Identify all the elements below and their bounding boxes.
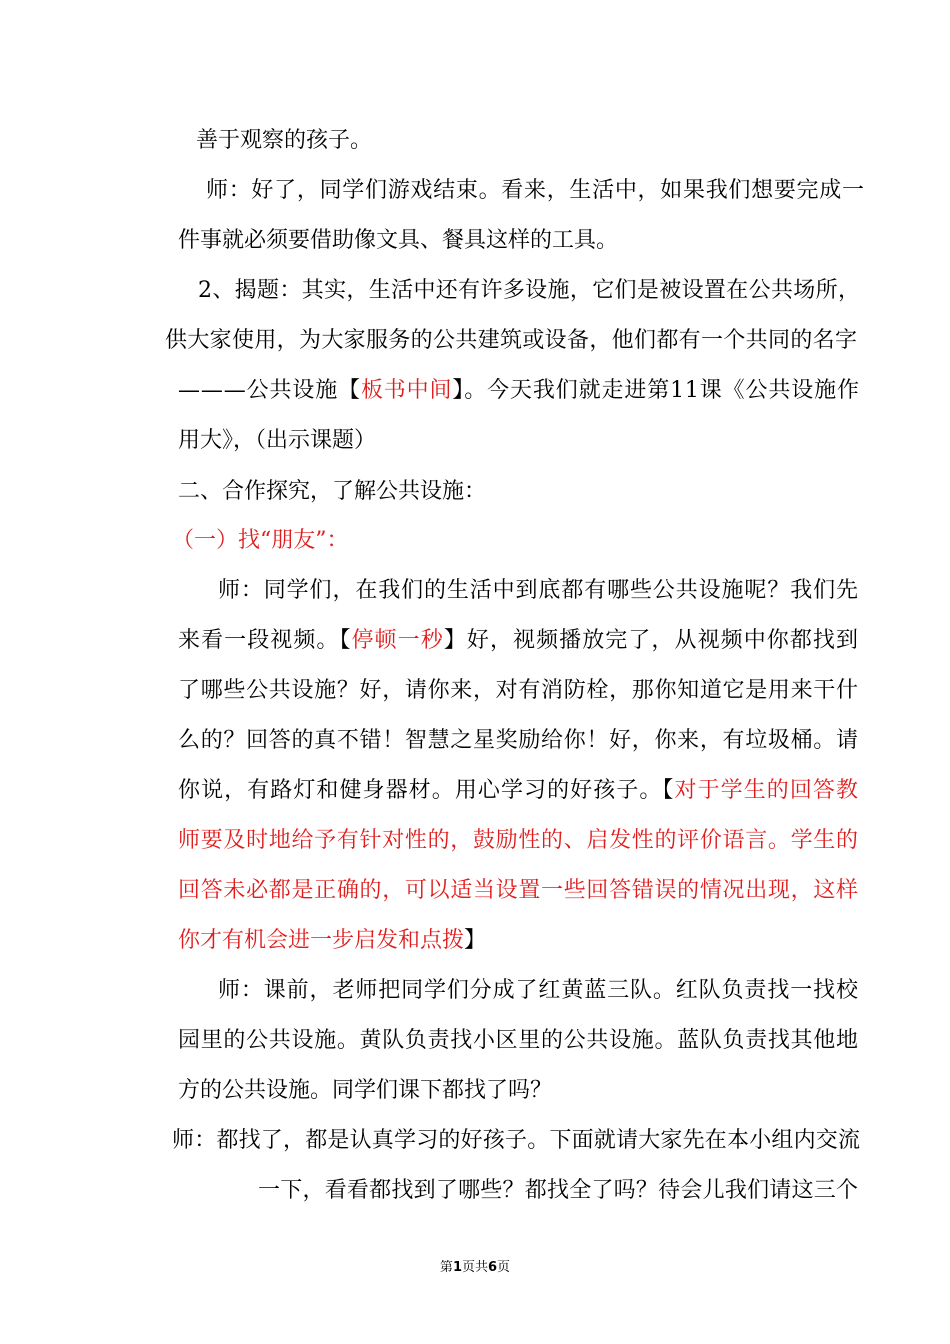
body-text: 】。今天我们就走进第11课《公共设施作	[452, 378, 860, 403]
body-line	[172, 1126, 860, 1156]
body-line	[198, 276, 860, 306]
body-text: 师：同学们，在我们的生活中到底都有哪些公共设施呢？我们先	[218, 578, 859, 603]
body-text: 善于观察的孩子。	[196, 128, 373, 153]
body-text: 一下，看看都找到了哪些？都找全了吗？待会儿我们请这三个	[258, 1178, 859, 1203]
body-text: 师：课前，老师把同学们分成了红黄蓝三队。红队负责找一找校	[218, 978, 859, 1003]
body-line	[178, 626, 859, 656]
body-text: 师：好了，同学们游戏结束。看来，生活中，如果我们想要完成一	[206, 178, 865, 203]
body-text: 】好，视频播放完了，从视频中你都找到	[443, 628, 860, 653]
body-text: 园里的公共设施。黄队负责找小区里的公共设施。蓝队负责找其他地	[178, 1028, 859, 1053]
body-line	[258, 1176, 858, 1206]
body-text: 供大家使用，为大家服务的公共建筑或设备，他们都有一个共同的名字	[165, 328, 858, 353]
highlight-text: 板书中间	[360, 378, 453, 403]
highlight-text: 师要及时地给予有针对性的，鼓励性的、启发性的评价语言。学生的	[178, 828, 859, 853]
body-line	[178, 376, 860, 406]
body-text: 师：都找了，都是认真学习的好孩子。下面就请大家先在本小组内交流	[172, 1128, 861, 1153]
body-text: ———公共设施【	[178, 378, 361, 403]
body-line	[178, 426, 376, 456]
footer-middle: 页共	[461, 1260, 488, 1275]
highlight-text: 对于学生的回答教	[674, 778, 860, 803]
footer-current-page: 1	[452, 1260, 462, 1275]
highlight-text: （一）找“朋友”：	[172, 528, 349, 553]
body-line	[178, 226, 618, 256]
body-text: 方的公共设施。同学们课下都找了吗？	[178, 1078, 553, 1103]
body-line	[218, 576, 859, 606]
body-line	[178, 726, 859, 756]
body-text: 2、揭题：其实，生活中还有许多设施，它们是被设置在公共场所，	[198, 278, 861, 303]
body-line	[196, 126, 372, 156]
body-line	[178, 1076, 552, 1106]
footer-suffix: 页	[497, 1260, 511, 1275]
body-text: 来看一段视频。【	[178, 628, 352, 653]
body-text: 么的？回答的真不错！智慧之星奖励给你！好，你来，有垃圾桶。请	[178, 728, 859, 753]
body-text: 用大》，（出示课题）	[178, 428, 377, 453]
body-line	[165, 326, 857, 356]
body-line	[178, 1026, 859, 1056]
body-line	[178, 477, 486, 507]
body-text: 你说，有路灯和健身器材。用心学习的好孩子。【	[178, 778, 675, 803]
footer-total-pages: 6	[488, 1260, 498, 1275]
body-line	[218, 976, 859, 1006]
highlight-text: 回答未必都是正确的，可以适当设置一些回答错误的情况出现，这样	[178, 878, 859, 903]
body-line	[178, 676, 859, 706]
body-line	[178, 926, 486, 956]
highlight-text: 你才有机会进一步启发和点拨	[178, 928, 465, 953]
body-line	[178, 876, 859, 906]
body-line	[206, 176, 865, 206]
body-line	[172, 526, 349, 556]
body-text: 二、合作探究，了解公共设施：	[178, 479, 487, 504]
body-text: 件事就必须要借助像文具、餐具这样的工具。	[178, 228, 619, 253]
page-footer	[0, 1259, 950, 1277]
footer-prefix: 第	[439, 1260, 453, 1275]
body-text: 了哪些公共设施？好，请你来，对有消防栓，那你知道它是用来干什	[178, 678, 859, 703]
highlight-text: 停顿一秒	[351, 628, 444, 653]
body-line	[178, 776, 859, 806]
body-text: 】	[464, 928, 487, 953]
body-line	[178, 826, 859, 856]
